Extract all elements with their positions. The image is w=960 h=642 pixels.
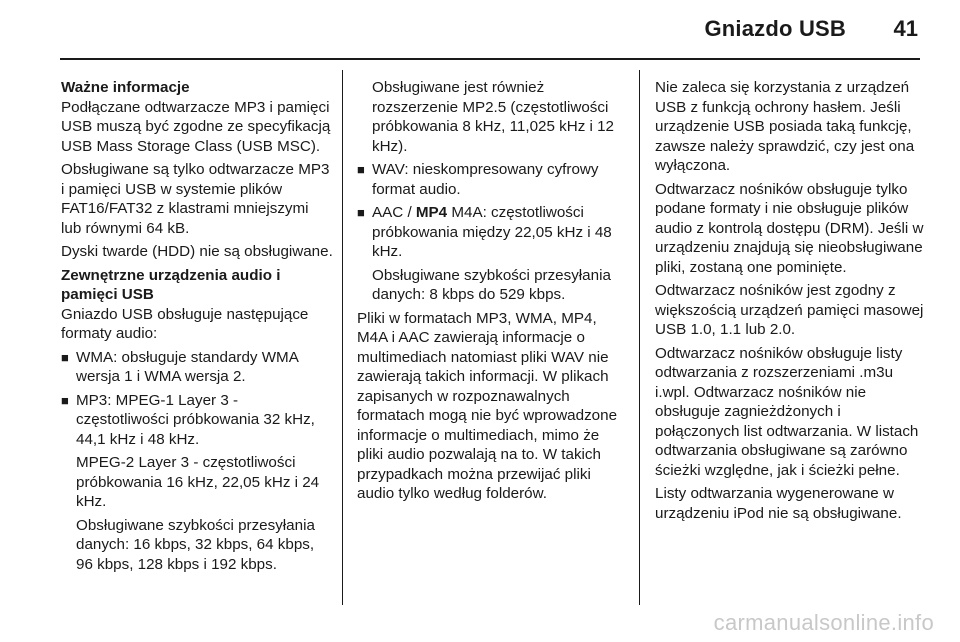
- bullet-icon: ■: [357, 162, 365, 177]
- sub-paragraph: Obsługiwane szybkości przesyłania danych: 8 kbps do 529 kbps.: [372, 266, 611, 303]
- sub-paragraph: Obsługiwane szybkości przesyłania danych: 16 kbps, 32 kbps, 64 kbps, 96 kbps, 128 kbps i 192 kbps.: [76, 516, 315, 573]
- bullet-icon: ■: [61, 392, 69, 408]
- column-divider-2: [639, 70, 640, 605]
- column-divider-1: [342, 70, 343, 605]
- paragraph: Odtwarzacz nośników obsługuje tylko podane formaty i nie obsługuje plików audio z kontrolą dostępu (DRM). Jeśli w urządzeniu znajdują się nieobsługiwane pliki, zostaną one pominięte.: [655, 180, 924, 276]
- column-2: [357, 78, 625, 508]
- list-item: ■ WMA: obsługuje standardy WMA wersja 1 i WMA wersja 2.: [61, 348, 298, 385]
- column-1: [61, 78, 333, 578]
- page-number: 41: [893, 16, 918, 41]
- paragraph: Podłączane odtwarzacze MP3 i pamięci USB muszą być zgodne ze specyfikacją USB Mass Storage Class (USB MSC).: [61, 98, 331, 155]
- paragraph: Odtwarzacz nośników obsługuje listy odtwarzania z rozszerzeniami .m3u i.wpl. Odtwarzacz nośników nie obsługuje zagnieżdżonych i połączonych list odtwarzania. W listach odtwarzania obsługiwane są zarówno ścieżki względne, jak i ścieżki pełne.: [655, 344, 919, 479]
- sub-paragraph: MPEG-2 Layer 3 - częstotliwości próbkowania 16 kHz, 22,05 kHz i 24 kHz.: [76, 454, 320, 510]
- column-3: [655, 78, 925, 527]
- page-header: [0, 0, 960, 58]
- bullet-icon: ■: [61, 349, 69, 365]
- paragraph: Nie zaleca się korzystania z urządzeń USB z funkcją ochrony hasłem. Jeśli urządzenie USB posiada taką funkcję, zawsze należy sprawdzić, czy jest ona wyłączona.: [655, 79, 915, 174]
- header-divider: [60, 58, 920, 60]
- bullet-icon: ■: [357, 205, 365, 220]
- paragraph: Obsługiwane są tylko odtwarzacze MP3 i pamięci USB w systemie plików FAT16/FAT32 z klastrami mniejszymi lub równymi 64 kB.: [61, 161, 330, 237]
- paragraph: Odtwarzacz nośników jest zgodny z większością urządzeń pamięci masowej USB 1.0, 1.1 lub 2.0.: [655, 282, 924, 338]
- paragraph: Pliki w formatach MP3, WMA, MP4, M4A i AAC zawierają informacje o multimediach natomiast pliki WAV nie zawierają takich informacji. W plikach zapisanych w rozpoznawalnych formatach mogą nie być wprowadzone informacje o multimediach, mimo że pliki audio pozwalają na to. W takich przypadkach można przewijać pliki audio tylko według folderów.: [357, 309, 618, 502]
- list-item: ■ WAV: nieskompresowany cyfrowy format audio.: [357, 161, 599, 198]
- heading-important-info: Ważne informacje: [61, 79, 190, 96]
- sub-paragraph: Obsługiwane jest również rozszerzenie MP2.5 (częstotliwości próbkowania 8 kHz, 11,025 kHz i 12 kHz).: [372, 79, 615, 155]
- paragraph: Listy odtwarzania wygenerowane w urządzeniu iPod nie są obsługiwane.: [655, 485, 902, 522]
- format-list: [61, 348, 333, 450]
- section-title: Gniazdo USB: [704, 16, 846, 41]
- list-item: ■ AAC / MP4 M4A: częstotliwości próbkowania między 22,05 kHz i 48 kHz.: [357, 204, 612, 260]
- list-item: ■ MP3: MPEG-1 Layer 3 - częstotliwości próbkowania 32 kHz, 44,1 kHz i 48 kHz.: [61, 391, 315, 448]
- format-list: [357, 160, 625, 262]
- heading-external-devices: Zewnętrzne urządzenia audio i pamięci USB: [61, 266, 281, 303]
- watermark: carmanualsonline.info: [713, 610, 934, 635]
- paragraph: Dyski twarde (HDD) nie są obsługiwane.: [61, 243, 333, 260]
- paragraph: Gniazdo USB obsługuje następujące formaty audio:: [61, 305, 309, 342]
- mp4-bold: MP4: [415, 204, 448, 221]
